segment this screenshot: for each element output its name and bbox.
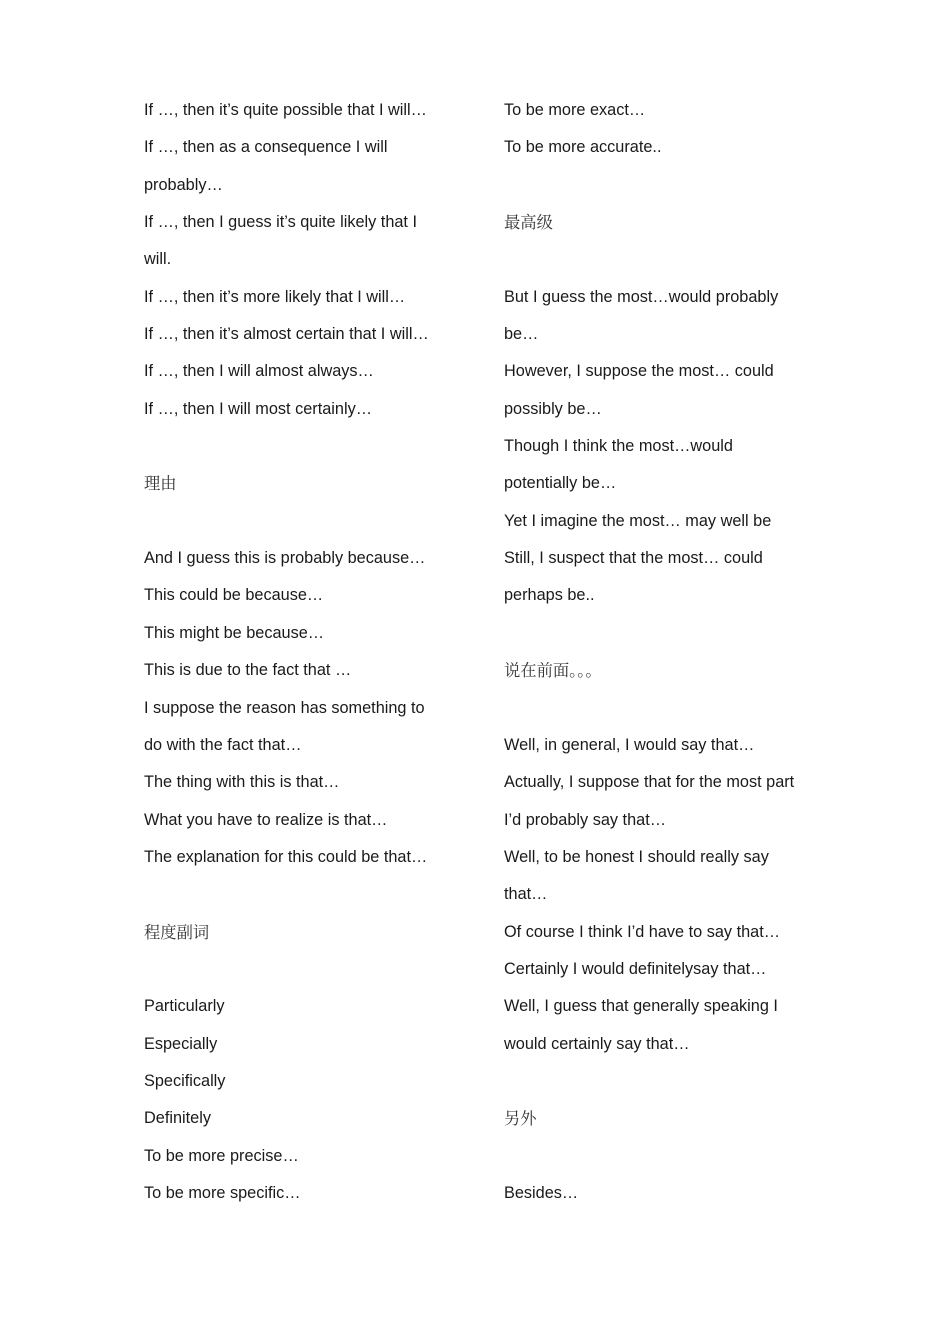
- text-line: perhaps be..: [504, 586, 595, 605]
- text-line: To be more specific…: [144, 1183, 301, 1202]
- text-line: The explanation for this could be that…: [144, 847, 428, 866]
- section-heading-reason: 理由: [144, 474, 177, 494]
- text-line: If …, then it’s more likely that I will…: [144, 287, 406, 306]
- section-heading-opening: 说在前面。。。: [504, 661, 602, 681]
- text-line: If …, then I will most certainly…: [144, 399, 373, 418]
- text-line: that…: [504, 885, 548, 904]
- blank-line: [144, 428, 464, 465]
- text-line: I’d probably say that…: [504, 810, 666, 829]
- section-heading-degree-adverbs: 程度副词: [144, 922, 210, 942]
- section-heading-besides: 另外: [504, 1109, 537, 1129]
- text-line: To be more precise…: [144, 1146, 299, 1165]
- text-line: Well, to be honest I should really say: [504, 847, 769, 866]
- text-line: Still, I suspect that the most… could: [504, 549, 763, 568]
- text-line: Actually, I suppose that for the most part: [504, 773, 795, 792]
- text-line: If …, then it’s almost certain that I will…: [144, 325, 429, 344]
- text-line: I suppose the reason has something to: [144, 698, 425, 717]
- left-column: [144, 92, 464, 1212]
- text-line: However, I suppose the most… could: [504, 362, 774, 381]
- text-line: If …, then it’s quite possible that I will…: [144, 101, 427, 119]
- text-line: probably…: [144, 175, 223, 194]
- text-line: What you have to realize is that…: [144, 810, 388, 829]
- text-line: If …, then I guess it’s quite likely that I: [144, 213, 417, 232]
- blank-line: [504, 615, 814, 652]
- text-line: will.: [144, 250, 172, 269]
- text-line: To be more exact…: [504, 101, 646, 119]
- text-line: possibly be…: [504, 399, 602, 418]
- text-line: But I guess the most…would probably: [504, 287, 779, 306]
- text-line: This might be because…: [144, 623, 325, 642]
- text-line: To be more accurate..: [504, 138, 662, 157]
- text-line: Particularly: [144, 997, 225, 1016]
- blank-line: [144, 876, 464, 913]
- text-line: Certainly I would definitelysay that…: [504, 959, 767, 978]
- blank-line: [504, 167, 814, 204]
- text-line: Especially: [144, 1034, 218, 1053]
- text-line: This could be because…: [144, 586, 324, 605]
- text-line: Though I think the most…would: [504, 437, 733, 456]
- text-line: Specifically: [144, 1071, 226, 1090]
- text-line: Besides…: [504, 1183, 579, 1202]
- text-line: Well, I guess that generally speaking I: [504, 997, 778, 1016]
- blank-line: [144, 503, 464, 540]
- text-line: would certainly say that…: [504, 1034, 690, 1053]
- text-line: The thing with this is that…: [144, 773, 340, 792]
- text-line: And I guess this is probably because…: [144, 549, 426, 568]
- right-column: [504, 92, 814, 1212]
- text-line: If …, then I will almost always…: [144, 362, 374, 381]
- text-line: Yet I imagine the most… may well be: [504, 511, 772, 530]
- text-line: Well, in general, I would say that…: [504, 735, 755, 754]
- text-line: Of course I think I’d have to say that…: [504, 922, 781, 941]
- text-line: do with the fact that…: [144, 735, 302, 754]
- text-line: This is due to the fact that …: [144, 661, 352, 680]
- text-line: be…: [504, 325, 539, 344]
- blank-line: [504, 241, 814, 278]
- blank-line: [504, 690, 814, 727]
- blank-line: [504, 1138, 814, 1175]
- text-line: Definitely: [144, 1109, 211, 1128]
- text-line: potentially be…: [504, 474, 617, 493]
- blank-line: [144, 951, 464, 988]
- text-line: If …, then as a consequence I will: [144, 138, 388, 157]
- section-heading-superlative: 最高级: [504, 213, 553, 233]
- blank-line: [504, 1063, 814, 1100]
